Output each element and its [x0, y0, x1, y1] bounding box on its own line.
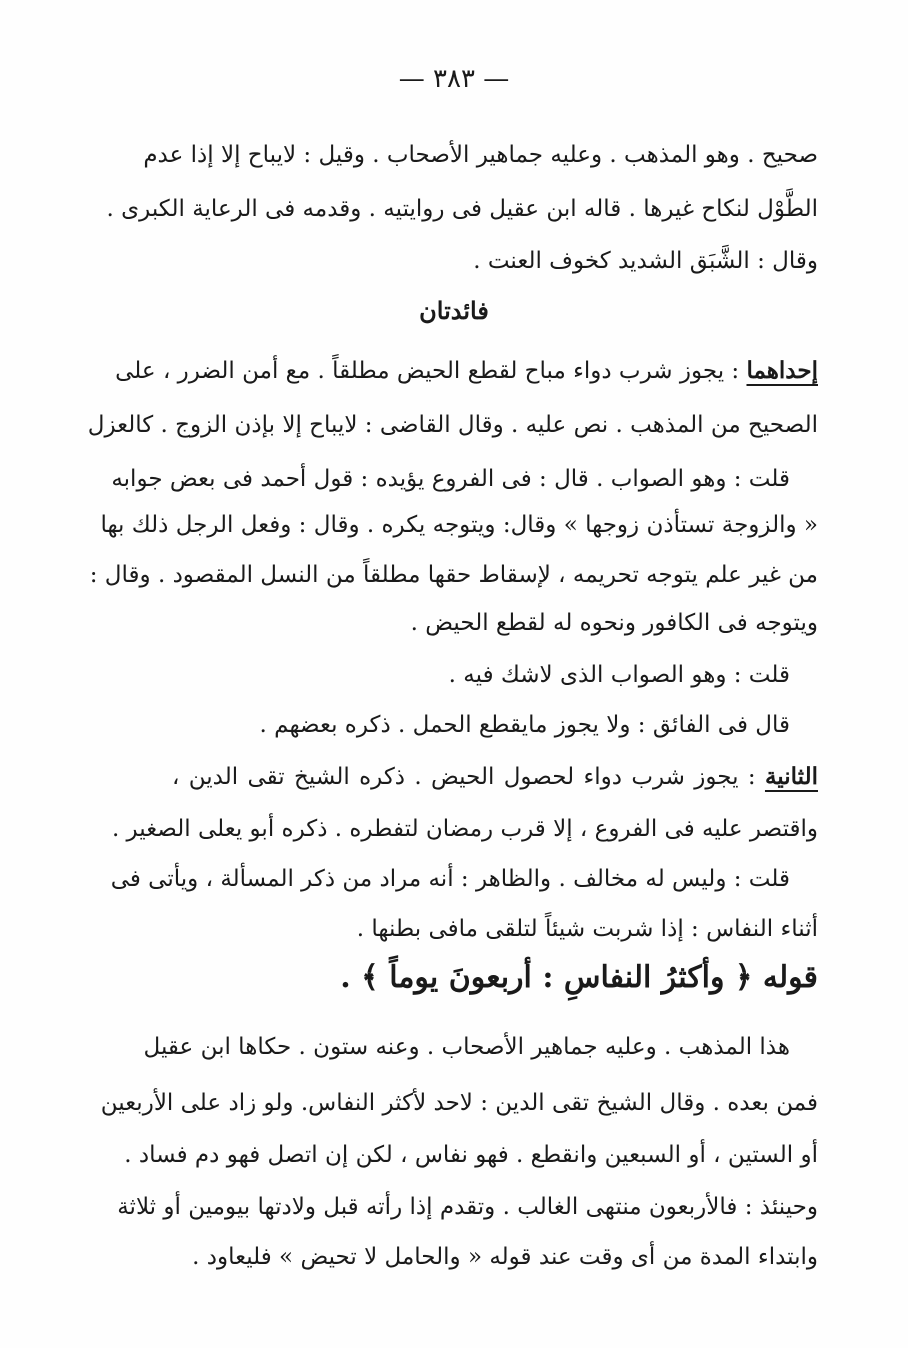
first-benefit-text: : يجوز شرب دواء مباح لقطع الحيض مطلقاً . مع أمن الضرر ، على: [115, 358, 740, 384]
text-line: أو الستين ، أو السبعين وانقطع . فهو نفاس ، لكن إن اتصل فهو دم فساد .: [124, 1142, 818, 1168]
text-line: فمن بعده . وقال الشيخ تقى الدين : لاحد لأكثر النفاس. ولو زاد على الأربعين: [100, 1090, 818, 1116]
text-line: من غير علم يتوجه تحريمه ، لإسقاط حقها مطلقاً من النسل المقصود . وقال :: [89, 562, 818, 588]
text-line: « والزوجة تستأذن زوجها » وقال: ويتوجه يكره . وقال : وفعل الرجل ذلك بها: [100, 512, 818, 538]
quote-heading: قوله ﴿ وأكثرُ النفاسِ : أربعونَ يوماً ﴾ .: [340, 960, 818, 995]
page-number: — ٣٨٣ —: [398, 64, 510, 94]
text-line: قلت : وليس له مخالف . والظاهر : أنه مراد من ذكر المسألة ، ويأتى فى: [110, 866, 790, 892]
second-benefit-text: : يجوز شرب دواء لحصول الحيض . ذكره الشيخ تقى الدين ،: [172, 764, 756, 790]
text-line: الطَّوْل لنكاح غيرها . قاله ابن عقيل فى روايتيه . وقدمه فى الرعاية الكبرى .: [106, 196, 818, 222]
section-heading: فائدتان: [419, 296, 489, 325]
text-line: واقتصر عليه فى الفروع ، إلا قرب رمضان لتفطره . ذكره أبو يعلى الصغير .: [111, 816, 818, 842]
text-line: [172, 750, 818, 804]
text-line: صحيح . وهو المذهب . وعليه جماهير الأصحاب . وقيل : لايباح إلا إذا عدم: [143, 142, 818, 168]
text-line: وابتداء المدة من أى وقت عند قوله « والحامل لا تحيض » فليعاود .: [192, 1244, 818, 1270]
text-line: [115, 344, 818, 398]
text-line: قلت : وهو الصواب . قال : فى الفروع يؤيده : قول أحمد فى بعض جوابه: [111, 466, 790, 492]
second-benefit-label: الثانية: [764, 763, 818, 790]
text-line: قال فى الفائق : ولا يجوز مايقطع الحمل . ذكره بعضهم .: [259, 712, 790, 738]
text-line: أثناء النفاس : إذا شربت شيئاً لتلقى مافى بطنها .: [356, 916, 818, 942]
text-line: وقال : الشَّبَق الشديد كخوف العنت .: [473, 248, 818, 274]
text-line: ويتوجه فى الكافور ونحوه له لقطع الحيض .: [410, 610, 818, 636]
text-line: الصحيح من المذهب . نص عليه . وقال القاضى : لايباح إلا بإذن الزوج . كالعزل: [87, 412, 818, 438]
first-benefit-label: إحداهما: [746, 357, 818, 384]
text-line: وحينئذ : فالأربعون منتهى الغالب . وتقدم إذا رأته قبل ولادتها بيومين أو ثلاثة: [117, 1194, 818, 1220]
text-line: هذا المذهب . وعليه جماهير الأصحاب . وعنه ستون . حكاها ابن عقيل: [143, 1034, 790, 1060]
text-line: قلت : وهو الصواب الذى لاشك فيه .: [448, 662, 790, 688]
text-body: [87, 0, 818, 1348]
